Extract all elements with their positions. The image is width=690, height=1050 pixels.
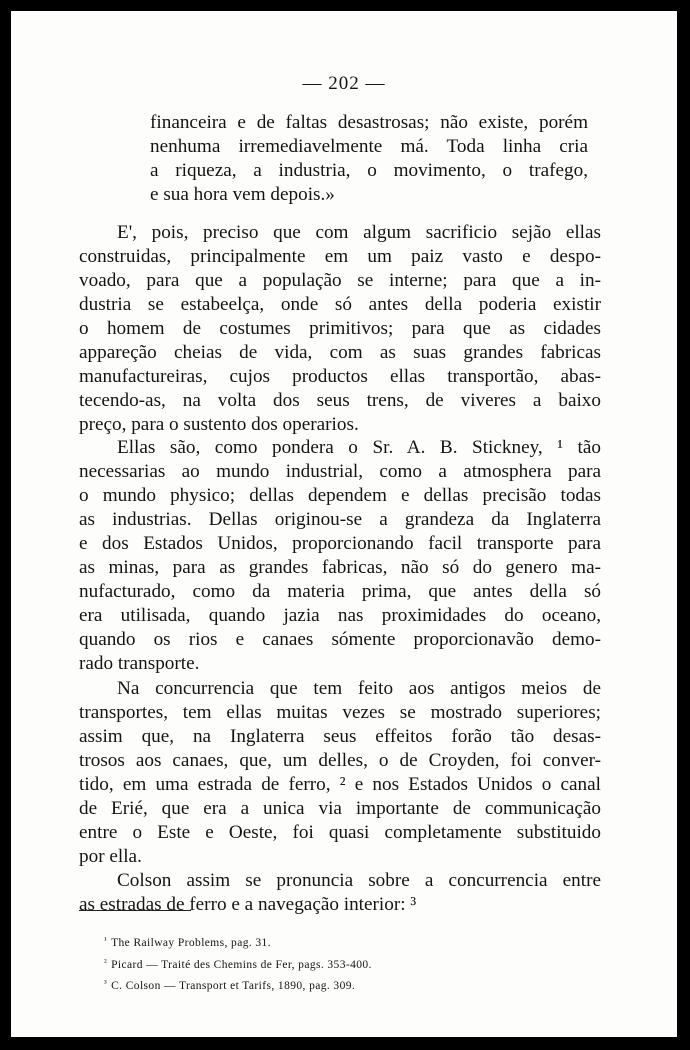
book-page [11, 11, 677, 1037]
text-line: tido, em uma estrada de ferro, ² e nos Estados Unidos o canal [79, 774, 601, 795]
footnote-text: The Railway Problems, pag. 31. [111, 937, 271, 949]
footnote-mark: ³ [104, 978, 108, 988]
text-line: construidas, principalmente em um paiz vasto e despo- [79, 246, 601, 267]
text-line: de Erié, que era a unica via importante de communicação [79, 798, 601, 819]
text-line: nufacturado, como da materia prima, que antes della só [79, 581, 601, 602]
text-line: tecendo-as, na volta dos seus trens, de viveres a baixo [79, 390, 601, 411]
footnote [104, 976, 355, 993]
text-line: transportes, tem ellas muitas vezes se mostrado superiores; [79, 702, 601, 723]
text-line: dustria se estabeelça, onde só antes della poderia existir [79, 294, 601, 315]
text-line: Ellas são, como pondera o Sr. A. B. Stickney, ¹ tão [117, 437, 601, 458]
text-line: assim que, na Inglaterra seus effeitos forão tão desas- [79, 726, 601, 747]
text-line: as industrias. Dellas originou-se a grandeza da Inglaterra [79, 509, 601, 530]
text-line: o homem de costumes primitivos; para que as cidades [79, 318, 601, 339]
text-line: preço, para o sustento dos operarios. [79, 414, 359, 435]
footnote-text: C. Colson — Transport et Tarifs, 1890, pag. 309. [111, 980, 356, 992]
footnote-mark: ¹ [104, 935, 108, 945]
text-line: era utilisada, quando jazia nas proximidades do oceano, [79, 605, 601, 626]
text-line: quando os rios e canaes sómente proporcionavão demo- [79, 629, 601, 650]
text-line: appareção cheias de vida, com as suas grandes fabricas [79, 342, 601, 363]
quote-line: e sua hora vem depois.» [150, 184, 335, 205]
footnote-divider [79, 910, 191, 911]
footnote-mark: ² [104, 957, 108, 967]
text-line: E', pois, preciso que com algum sacrificio sejão ellas [117, 222, 601, 243]
text-line: Colson assim se pronuncia sobre a concurrencia entre [117, 870, 601, 891]
text-line: voado, para que a população se interne; para que a in- [79, 270, 601, 291]
text-line: as minas, para as grandes fabricas, não só do genero ma- [79, 557, 601, 578]
text-line: o mundo physico; dellas dependem e dellas precisão todas [79, 485, 601, 506]
text-line: rado transporte. [79, 653, 200, 674]
quote-line: nenhuma irremediavelmente má. Toda linha cria [150, 136, 588, 157]
quote-line: financeira e de faltas desastrosas; não existe, porém [150, 112, 588, 133]
text-line: por ella. [79, 846, 142, 867]
text-line: as estradas de ferro e a navegação interior: ³ [79, 894, 417, 915]
footnote [104, 955, 372, 972]
text-line: e dos Estados Unidos, proporcionando facil transporte para [79, 533, 601, 554]
page-number: — 202 — [302, 73, 386, 94]
text-line: trosos aos canaes, que, um delles, o de Croyden, foi conver- [79, 750, 601, 771]
quote-line: a riqueza, a industria, o movimento, o trafego, [150, 160, 588, 181]
footnote [104, 933, 271, 950]
text-line: manufactureiras, cujos productos ellas transportão, abas- [79, 366, 601, 387]
text-line: Na concurrencia que tem feito aos antigos meios de [117, 678, 601, 699]
text-line: entre o Este e Oeste, foi quasi completamente substituido [79, 822, 601, 843]
text-line: necessarias ao mundo industrial, como a atmosphera para [79, 461, 601, 482]
footnote-text: Picard — Traité des Chemins de Fer, pags. 353-400. [111, 959, 372, 971]
